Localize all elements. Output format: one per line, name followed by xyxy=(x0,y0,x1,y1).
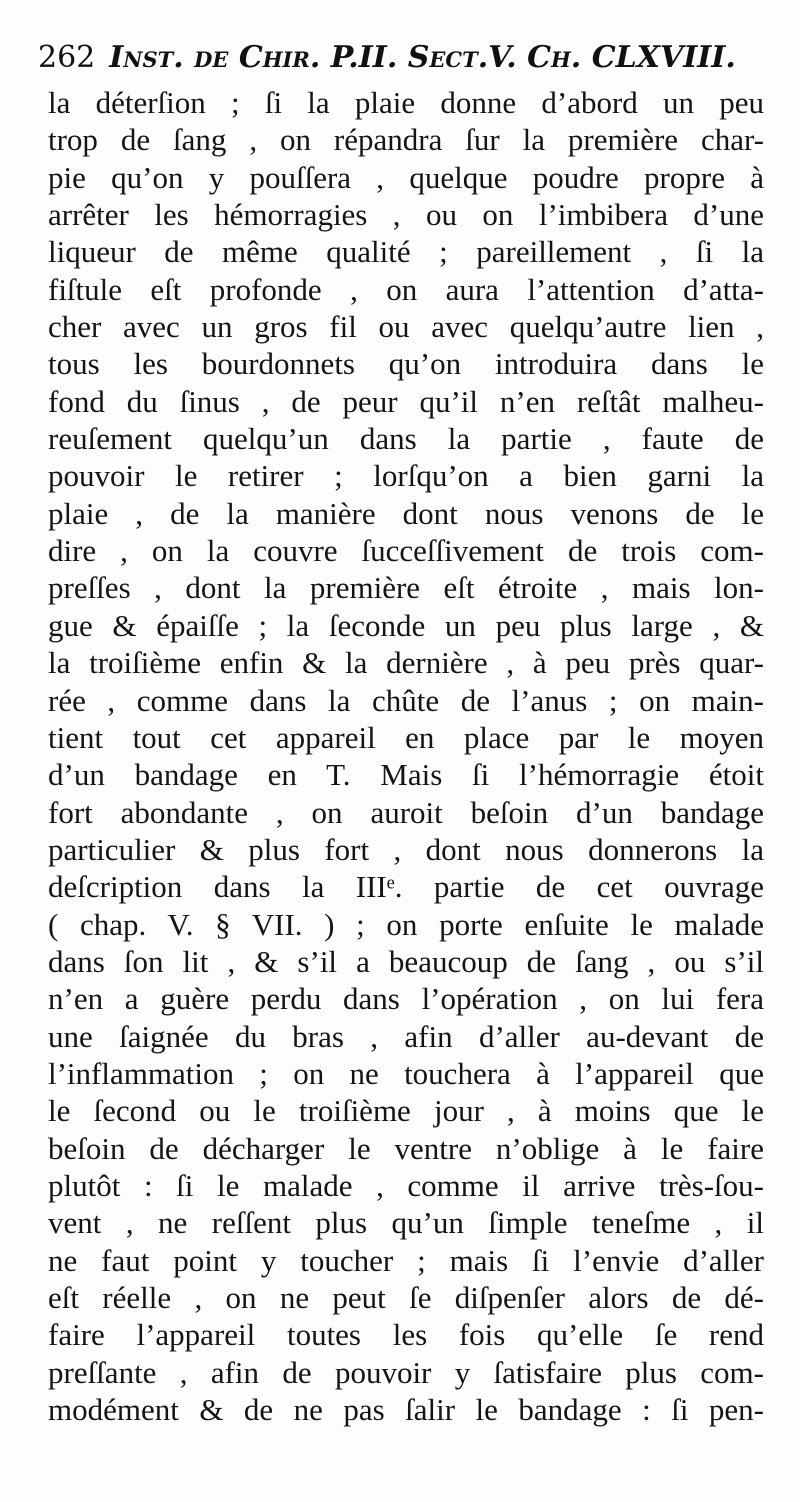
text-line: n’en a guère perdu dans l’opération , on lui fera xyxy=(48,981,764,1017)
text-line: preſſes , dont la première eſt étroite , mais lon- xyxy=(48,570,764,606)
text-line: plutôt : ſi le malade , comme il arrive très-ſou- xyxy=(48,1167,764,1203)
text-line: gue & épaiſſe ; la ſeconde un peu plus large , & xyxy=(48,607,764,643)
text-line: rée , comme dans la chûte de l’anus ; on main- xyxy=(48,682,764,718)
text-line: preſſante , afin de pouvoir y ſatisfaire plus com- xyxy=(48,1354,764,1390)
text-line: tient tout cet appareil en place par le moyen xyxy=(48,719,764,755)
text-line: beſoin de décharger le ventre n’oblige à le faire xyxy=(48,1130,764,1166)
text-line: plaie , de la manière dont nous venons de le xyxy=(48,495,764,531)
page-header xyxy=(38,40,738,86)
text-line: pouvoir le retirer ; lorſqu’on a bien garni la xyxy=(48,458,764,494)
text-line: modément & de ne pas ſalir le bandage : ſi pen- xyxy=(48,1392,764,1428)
text-line: l’inflammation ; on ne touchera à l’appareil que xyxy=(48,1055,764,1091)
text-line: particulier & plus fort , dont nous donnerons la xyxy=(48,831,764,867)
text-line: pie qu’on y pouſſera , quelque poudre propre à xyxy=(48,159,764,195)
text-line: ne faut point y toucher ; mais ſi l’envie d’aller xyxy=(48,1242,764,1278)
text-line: faire l’appareil toutes les fois qu’elle ſe rend xyxy=(48,1317,764,1353)
text-line: eſt réelle , on ne peut ſe diſpenſer alors de dé- xyxy=(48,1280,764,1315)
text-line: fiſtule eſt profonde , on aura l’attention d’atta- xyxy=(48,271,764,307)
text-line: le ſecond ou le troiſième jour , à moins que le xyxy=(48,1093,764,1129)
text-line: arrêter les hémorragies , ou on l’imbibera d’une xyxy=(48,197,764,233)
text-line: vent , ne reſſent plus qu’un ſimple teneſme , il xyxy=(48,1205,764,1241)
text-line: tous les bourdonnets qu’on introduira dans le xyxy=(48,346,764,382)
text-line: liqueur de même qualité ; pareillement , ſi la xyxy=(48,234,764,270)
running-title: Inst. de Chir. P.II. Sect.V. Ch. CLXVIII. xyxy=(109,40,736,75)
text-line: la troiſième enfin & la dernière , à peu près quar- xyxy=(48,645,764,681)
text-line: cher avec un gros fil ou avec quelqu’autre lien , xyxy=(48,309,764,345)
text-line: deſcription dans la IIIᵉ. partie de cet ouvrage xyxy=(48,869,764,905)
text-line: une ſaignée du bras , afin d’aller au-devant de xyxy=(48,1018,764,1054)
text-line: la déterſion ; ſi la plaie donne d’abord un peu xyxy=(48,85,764,120)
text-line: dans ſon lit , & s’il a beaucoup de ſang , ou s’il xyxy=(48,943,764,979)
text-line: ( chap. V. § VII. ) ; on porte enſuite le malade xyxy=(48,906,764,942)
text-line: reuſement quelqu’un dans la partie , faute de xyxy=(48,421,764,457)
text-line: dire , on la couvre ſucceſſivement de trois com- xyxy=(48,533,764,569)
text-line: fort abondante , on auroit beſoin d’un bandage xyxy=(48,794,764,830)
body-text xyxy=(48,84,764,1428)
text-line: d’un bandage en T. Mais ſi l’hémorragie étoit xyxy=(48,757,764,793)
text-line: fond du ſinus , de peur qu’il n’en reſtât malheu- xyxy=(48,383,764,419)
page-number: 262 xyxy=(38,40,96,75)
text-line: trop de ſang , on répandra ſur la première char- xyxy=(48,122,764,158)
